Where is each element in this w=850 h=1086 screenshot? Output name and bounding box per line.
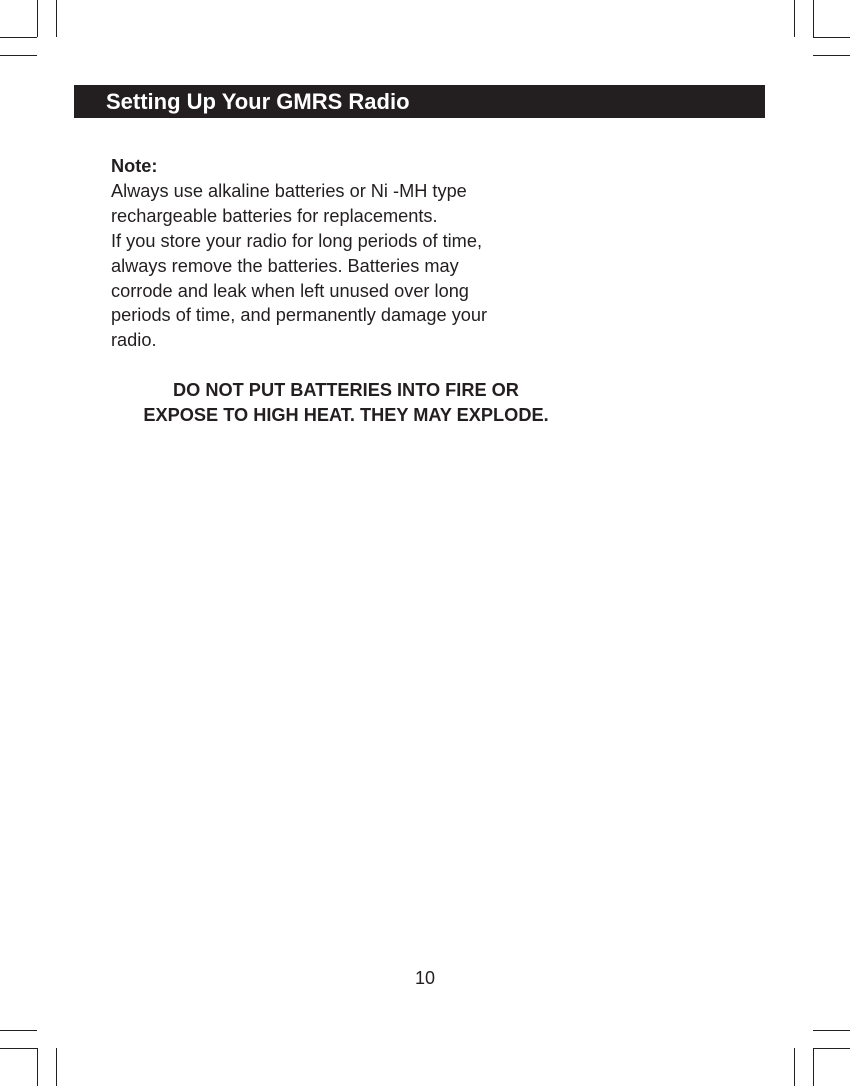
crop-mark [56,0,57,37]
crop-mark [0,1030,37,1031]
section-title: Setting Up Your GMRS Radio [106,89,410,114]
crop-mark [56,1048,57,1086]
crop-mark [813,1048,814,1086]
crop-mark [813,0,814,37]
note-line: periods of time, and permanently damage your [111,305,488,326]
note-line: corrode and leak when left unused over long [111,280,469,301]
crop-mark [813,37,850,38]
crop-mark [0,55,37,56]
crop-mark [813,55,850,56]
note-block [111,154,571,353]
battery-warning [106,378,586,428]
page-number: 10 [414,968,436,988]
warning-line: DO NOT PUT BATTERIES INTO FIRE OR [173,380,519,400]
crop-mark [794,1048,795,1086]
note-line: rechargeable batteries for replacements. [111,205,438,226]
section-header-bar [74,85,765,118]
note-line: Always use alkaline batteries or Ni -MH type [111,180,467,201]
crop-mark [37,1048,38,1086]
warning-line: EXPOSE TO HIGH HEAT. THEY MAY EXPLODE. [143,405,549,425]
crop-mark [0,37,37,38]
note-line: If you store your radio for long periods of time, [111,230,483,251]
note-line: radio. [111,330,157,351]
crop-mark [0,1048,37,1049]
crop-mark [813,1048,850,1049]
crop-mark [794,0,795,37]
crop-mark [37,0,38,37]
note-heading: Note: [111,156,158,176]
note-line: always remove the batteries. Batteries may [111,255,459,276]
crop-mark [813,1030,850,1031]
